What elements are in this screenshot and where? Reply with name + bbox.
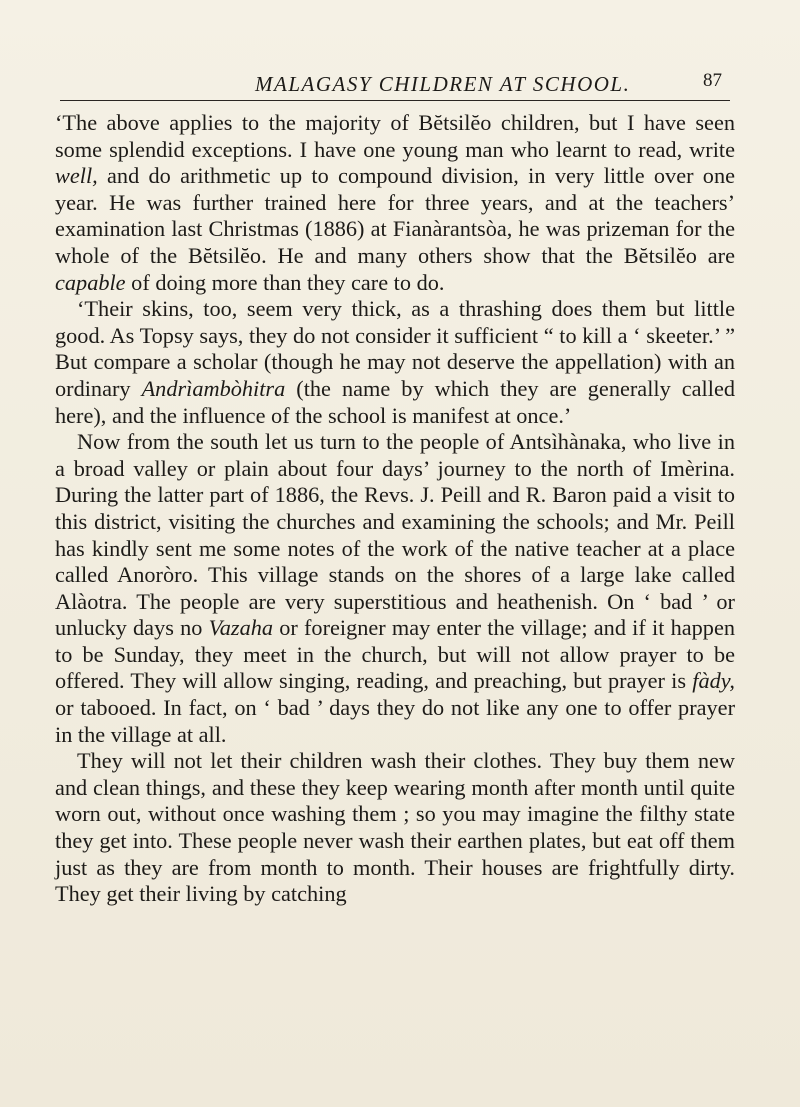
paragraph-3 bbox=[55, 429, 735, 748]
italic-segment: well, bbox=[55, 163, 98, 189]
header-rule bbox=[60, 100, 730, 101]
page-number: 87 bbox=[703, 70, 722, 91]
text-segment: Now from the south let us turn to the people of Antsìhànaka, who live in a broad valley or plain about four days’ journey to the north of Imèrina. During the latter part of 1886, the Revs. J. Peill and R. Baron paid a visit to this district, visiting the churches and examining the schools; and Mr. Peill has kindly sent me some notes of the work of the native teacher at a place called Anoròro. This village stands on the shores of a large lake called Alàotra. The people are very superstitious and heathenish. On ‘ bad ’ or unlucky days no bbox=[55, 429, 735, 641]
italic-segment: Andrìambòhitra bbox=[141, 375, 286, 401]
body-text bbox=[55, 110, 735, 908]
text-segment: or foreigner may enter the village; and if it happen to be Sunday, they meet in the church, but will not allow prayer to be offered. They will allow singing, reading, and preaching, but prayer is bbox=[55, 615, 735, 694]
text-segment: ‘The above applies to the majority of Bĕtsilĕo children, but I have seen some splendid exceptions. I have one young man who learnt to read, write bbox=[55, 110, 735, 162]
running-head: MALAGASY CHILDREN AT SCHOOL. bbox=[255, 72, 631, 96]
text-segment: and do arithmetic up to compound division, in very little over one year. He was further trained here for three years, and at the teachers’ examination last Christmas (1886) at Fianàrantsòa, he was prizeman for the whole of the Bĕtsilĕo. He and many others show that the Bĕtsilĕo are bbox=[55, 163, 735, 268]
italic-segment: Vazaha bbox=[208, 615, 274, 641]
text-segment: ‘Their skins, too, seem very thick, as a thrashing does them but little good. As Topsy says, they do not consider it sufficient “ to kill a ‘ skeeter.’ ” But compare a scholar (though he may not deserve the appellation) with an ordinary bbox=[55, 296, 735, 401]
text-segment: They will not let their children wash their clothes. They buy them new and clean things, and these they keep wearing month after month until quite worn out, without once washing them ; so you may imagine the filthy state they get into. These people never wash their earthen plates, but eat off them just as they are from month to month. Their houses are frightfully dirty. They get their living by catching bbox=[55, 748, 735, 907]
text-segment: (the name by which they are generally called here), and the influence of the school is manifest at once.’ bbox=[55, 375, 735, 428]
paragraph-2 bbox=[55, 296, 735, 429]
italic-segment: capable bbox=[55, 269, 126, 295]
paragraph-1 bbox=[55, 110, 735, 296]
paragraph-4 bbox=[55, 748, 735, 908]
text-segment: or tabooed. In fact, on ‘ bad ’ days they do not like any one to offer prayer in the village at all. bbox=[55, 695, 735, 747]
page-header bbox=[50, 62, 730, 102]
text-segment: of doing more than they care to do. bbox=[125, 269, 445, 295]
italic-segment: fàdy, bbox=[692, 668, 735, 694]
